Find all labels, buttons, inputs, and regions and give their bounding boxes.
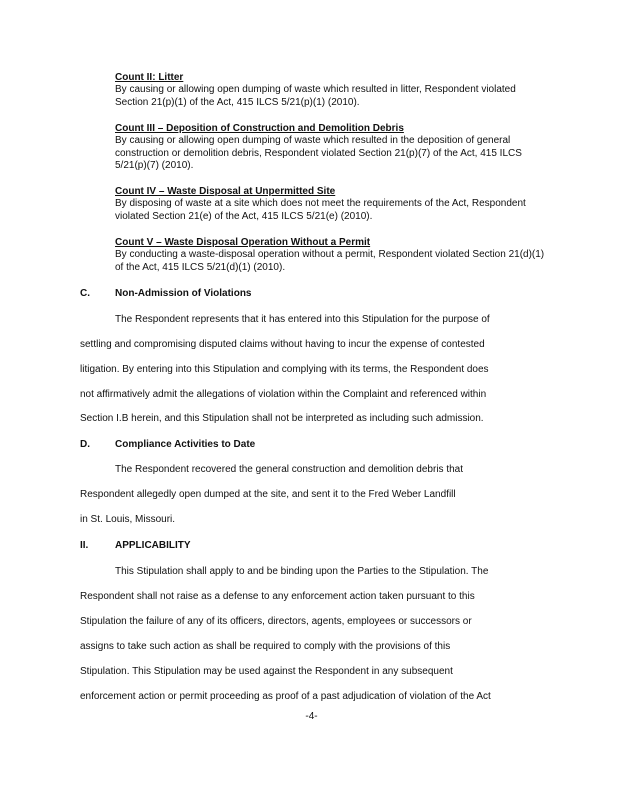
count-body: By causing or allowing open dumping of waste which resulted in litter, Respondent violated Section 21(p)(1) of the Act, 415 ILCS 5/21(p)(1) (2010). [115, 84, 516, 108]
count-title: Count III – Deposition of Construction and Demolition Debris [115, 123, 404, 134]
count-body: By conducting a waste-disposal operation without a permit, Respondent violated Section 21(d)(1) of the Act, 415 ILCS 5/21(d)(1) (2010). [115, 249, 545, 273]
paragraph-line: settling and compromising disputed claims without having to incur the expense of contested [80, 339, 485, 350]
section-c-heading [80, 288, 251, 299]
paragraph-line: Stipulation. This Stipulation may be used against the Respondent in any subsequent [80, 666, 453, 677]
section-number: II. [80, 540, 89, 551]
page-number: -4- [305, 711, 318, 722]
count-iii [115, 123, 545, 173]
count-title: Count V – Waste Disposal Operation Without a Permit [115, 237, 371, 248]
section-d-heading [80, 439, 255, 450]
section-title: Compliance Activities to Date [115, 439, 256, 450]
count-body: By disposing of waste at a site which does not meet the requirements of the Act, Respondent violated Section 21(e) of the Act, 415 ILCS 5/21(e) (2010). [115, 198, 526, 222]
paragraph-line: The Respondent represents that it has entered into this Stipulation for the purpose of [115, 314, 490, 325]
paragraph-line: The Respondent recovered the general construction and demolition debris that [115, 464, 463, 475]
section-ii-heading [80, 540, 191, 551]
paragraph-line: enforcement action or permit proceeding as proof of a past adjudication of violation of the Act [80, 691, 491, 702]
section-number: C. [80, 288, 90, 299]
paragraph-line: in St. Louis, Missouri. [80, 514, 176, 525]
paragraph-line: This Stipulation shall apply to and be binding upon the Parties to the Stipulation. The [115, 566, 489, 577]
count-body: By causing or allowing open dumping of waste which resulted in the deposition of general construction or demolition debris, Respondent violated Section 21(p)(7) of the Act, 415 ILCS 5/21(p)(7) (2010). [115, 135, 522, 172]
paragraph-line: Stipulation the failure of any of its officers, directors, agents, employees or successors or [80, 616, 472, 627]
paragraph-line: Respondent allegedly open dumped at the site, and sent it to the Fred Weber Landfill [80, 489, 456, 500]
count-title: Count IV – Waste Disposal at Unpermitted Site [115, 186, 336, 197]
count-ii [115, 72, 545, 109]
paragraph-line: Section I.B herein, and this Stipulation shall not be interpreted as including such admission. [80, 413, 484, 424]
paragraph-line: not affirmatively admit the allegations of violation within the Complaint and referenced within [80, 389, 487, 400]
section-title: APPLICABILITY [115, 540, 191, 551]
count-v [115, 237, 545, 274]
paragraph-line: litigation. By entering into this Stipulation and complying with its terms, the Respondent does [80, 364, 489, 375]
section-number: D. [80, 439, 90, 450]
paragraph-line: assigns to take such action as shall be required to comply with the provisions of this [80, 641, 451, 652]
count-iv [115, 186, 545, 223]
count-title: Count II: Litter [115, 72, 184, 83]
section-title: Non-Admission of Violations [115, 288, 252, 299]
paragraph-line: Respondent shall not raise as a defense to any enforcement action taken pursuant to this [80, 591, 475, 602]
